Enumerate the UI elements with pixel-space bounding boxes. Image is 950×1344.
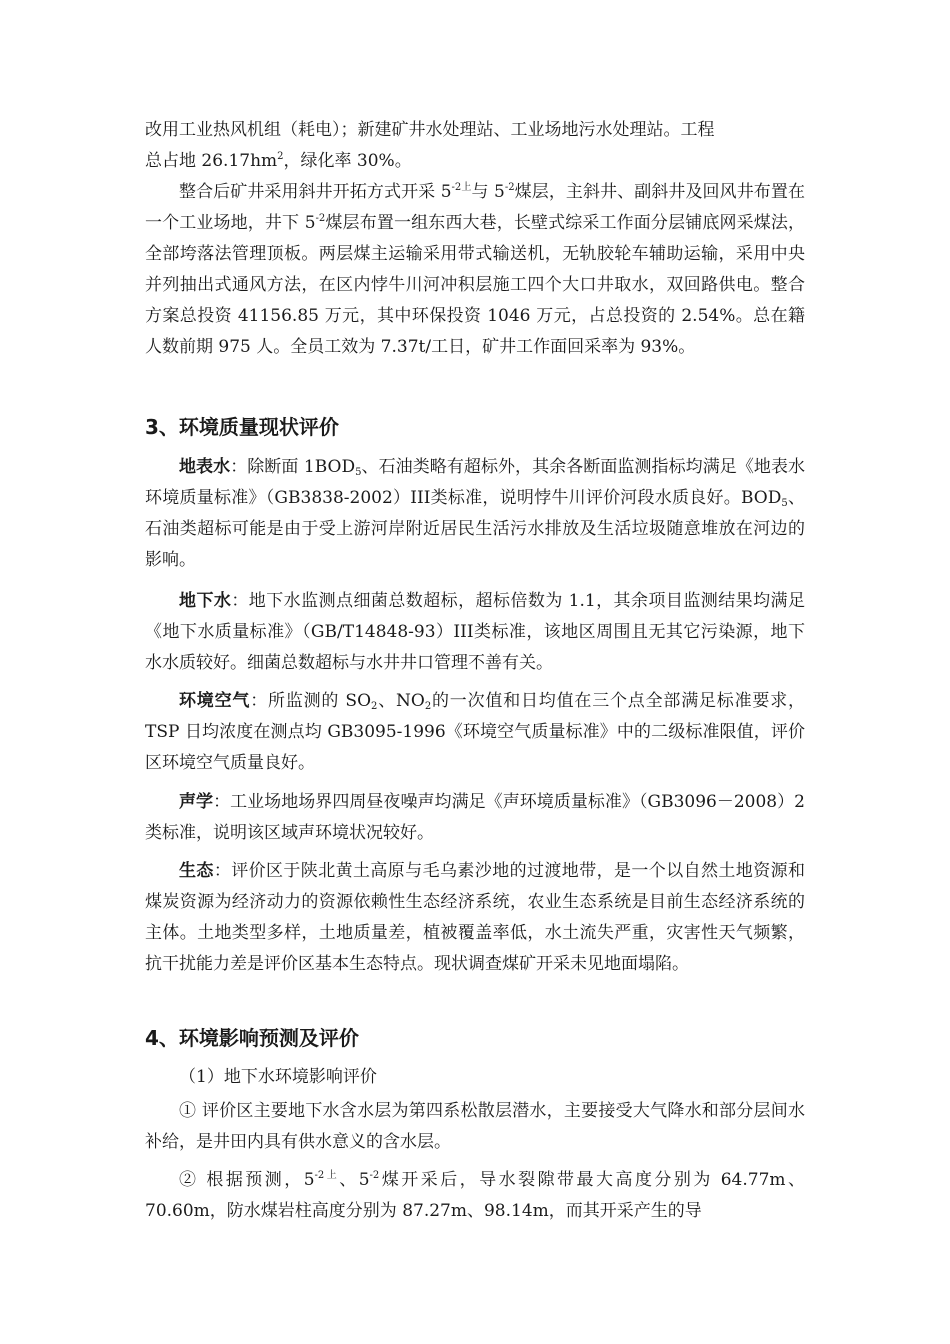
label-groundwater: 地下水 [179,591,232,611]
paragraph-mining-method: 整合后矿井采用斜井开拓方式开采 $5^{-2上}$与 $5^{-2}$煤层，主斜井、副斜井及回风井布置在一个工业场地，井下 $5^{-2}$煤层布置一组东西大巷，长壁式综采工作面分层铺底网采煤法，全部垮落法管理顶板。两层煤主运输采用带式输送机，无轨胶轮车辅助运输，采用中央并列抽出式通风方法，在区内悖牛川河冲积层施工四个大口井取水，双回路供电。整合方案总投资 41156.85 万元，其中环保投资 1046 万元，占总投资的 2.54%。总在籍人数前期 975 人。全员工效为 7.37t/工日，矿井工作面回采率为 93%。 [145,182,805,357]
paragraph-acoustic: 声学：工业场地场界四周昼夜噪声均满足《声环境质量标准》（GB3096－2008）2 类标准，说明该区域声环境状况较好。 [145,792,805,843]
paragraph-project-summary: 改用工业热风机组（耗电）；新建矿井水处理站、工业场地污水处理站。工程 总占地 $26.17hm^2$，绿化率 30%。 [145,120,715,171]
paragraph-groundwater: 地下水：地下水监测点细菌总数超标，超标倍数为 1.1，其余项目监测结果均满足《地下水质量标准》（GB/T14848-93）III类标准，该地区周围且无其它污染源，地下水水质较好。细菌总数超标与水井井口管理不善有关。 [145,591,805,673]
heading-section-4: 4、环境影响预测及评价 [145,1026,359,1050]
paragraph-surface-water: 地表水：除断面 $1BOD_5$、石油类略有超标外，其余各断面监测指标均满足《地表水环境质量标准》（GB3838-2002）III类标准，说明悖牛川评价河段水质良好。$BOD_5$、石油类超标可能是由于受上游河岸附近居民生活污水排放及生活垃圾随意堆放在河边的影响。 [145,457,806,570]
label-ecology: 生态 [179,861,214,881]
label-acoustic: 声学 [179,792,214,812]
paragraph-ecology: 生态：评价区于陕北黄土高原与毛乌素沙地的过渡地带，是一个以自然土地资源和煤炭资源为经济动力的资源依赖性生态经济系统，农业生态系统是目前生态经济系统的主体。土地类型多样，土地质量差，植被覆盖率低，水土流失严重，灾害性天气频繁，抗干扰能力差是评价区基本生态特点。现状调查煤矿开采未见地面塌陷。 [145,861,806,974]
list-item-2: ② 根据预测，$5^{-2上}$、$5^{-2}$煤开采后，导水裂隙带最大高度分别为 64.77m、70.60m，防水煤岩柱高度分别为 87.27m、98.14m，而其开采产生的导 [145,1170,805,1221]
subheading-groundwater-impact: （1）地下水环境影响评价 [179,1067,377,1087]
paragraph-air: 环境空气：所监测的 $SO_2$、$NO_2$的一次值和日均值在三个点全部满足标准要求，TSP 日均浓度在测点均 GB3095-1996《环境空气质量标准》中的二级标准限值，评价区环境空气质量良好。 [145,691,806,773]
heading-section-3: 3、环境质量现状评价 [145,415,339,439]
label-surface-water: 地表水 [179,457,231,477]
label-air: 环境空气 [179,691,251,711]
list-item-1: ① 评价区主要地下水含水层为第四系松散层潜水，主要接受大气降水和部分层间水补给，是井田内具有供水意义的含水层。 [145,1101,805,1152]
